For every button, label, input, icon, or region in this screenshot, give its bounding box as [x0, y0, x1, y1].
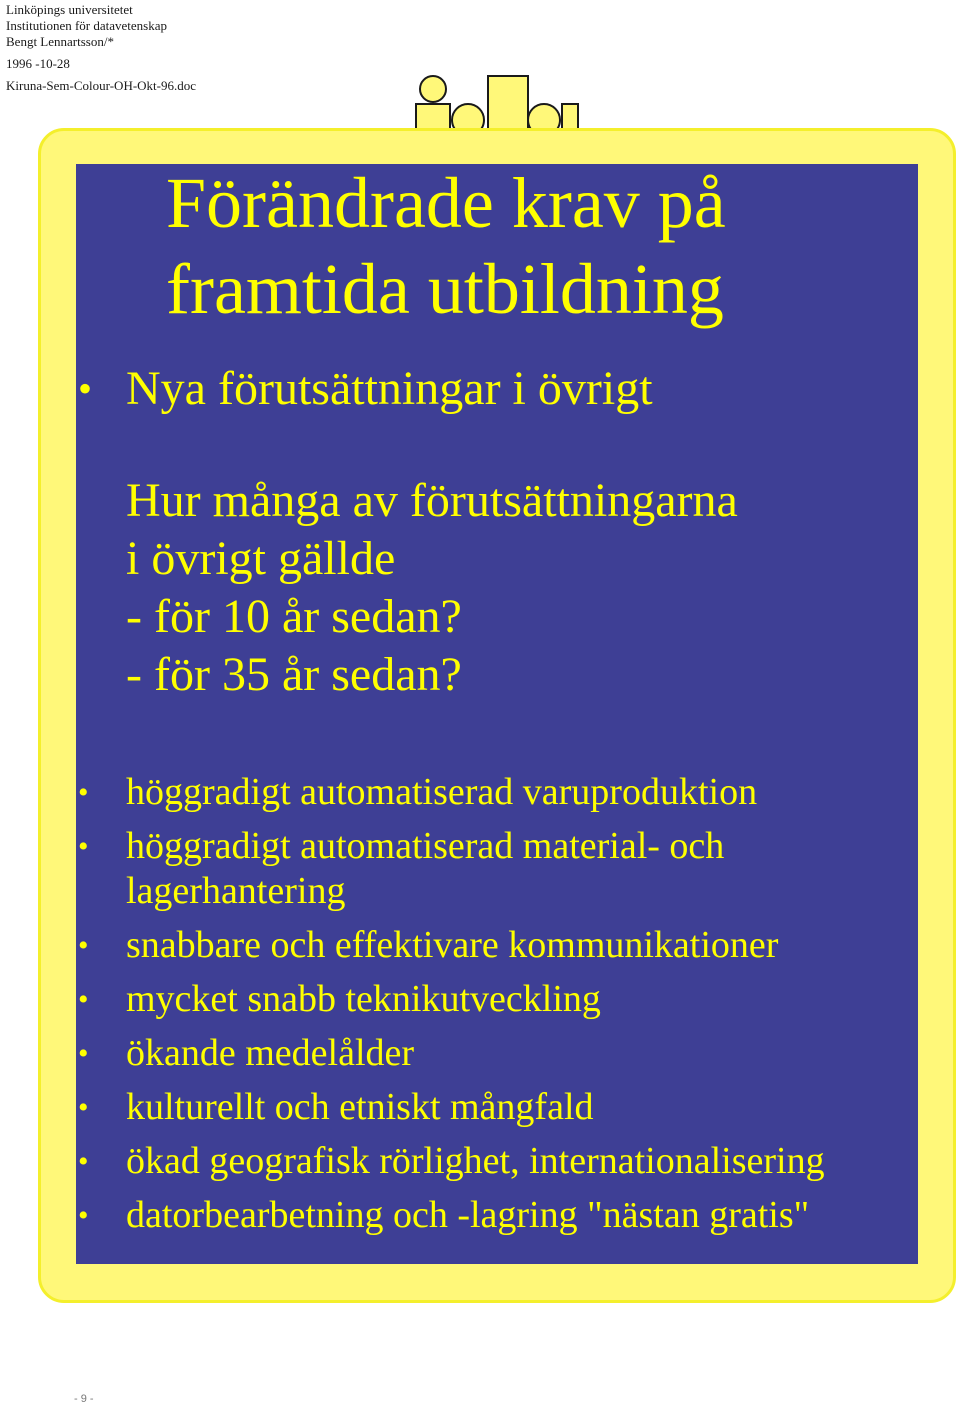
bullet-icon: •	[78, 1199, 89, 1232]
list-item	[78, 1139, 918, 1184]
bullet-icon: •	[78, 1091, 89, 1124]
slide-title-line-1: Förändrade krav på	[166, 163, 726, 243]
list-item-text: snabbare och effektivare kommunikationer	[126, 924, 779, 966]
list-item-text: lagerhantering	[126, 870, 346, 912]
question-line-2: i övrigt gällde	[126, 532, 396, 585]
list-item	[78, 1031, 918, 1076]
question-line-1: Hur många av förutsättningarna	[126, 474, 738, 527]
header-university: Linköpings universitetet	[6, 2, 133, 17]
bullet-icon: •	[78, 830, 89, 863]
header-date: 1996 -10-28	[6, 56, 70, 71]
list-item-text: datorbearbetning och -lagring "nästan gratis"	[126, 1194, 810, 1236]
list-item-text: höggradigt automatiserad varuproduktion	[126, 771, 758, 813]
logo-dot-shape	[420, 76, 446, 102]
list-item-text: kulturellt och etniskt mångfald	[126, 1086, 594, 1128]
list-item	[78, 977, 918, 1022]
page-number: - 9 -	[74, 1393, 94, 1405]
condition-list	[78, 770, 918, 1247]
list-item-text: höggradigt automatiserad material- och	[126, 825, 725, 867]
bullet-icon: •	[78, 1145, 89, 1178]
question-block	[126, 472, 916, 704]
list-item-text: ökande medelålder	[126, 1032, 415, 1074]
list-item	[78, 824, 918, 914]
bullet-icon: •	[78, 776, 89, 809]
header-filename: Kiruna-Sem-Colour-OH-Okt-96.doc	[6, 78, 197, 93]
list-item-text: ökad geografisk rörlighet, internationalisering	[126, 1140, 825, 1182]
header-author: Bengt Lennartsson/*	[6, 34, 114, 49]
slide-title-line-2: framtida utbildning	[166, 249, 724, 329]
bullet-icon: •	[78, 929, 89, 962]
list-item	[78, 923, 918, 968]
question-line-4: - för 35 år sedan?	[126, 648, 462, 701]
list-item	[78, 1085, 918, 1130]
main-bullet-text: Nya förutsättningar i övrigt	[126, 362, 653, 415]
list-item	[78, 1193, 918, 1238]
header-department: Institutionen för datavetenskap	[6, 18, 168, 33]
bullet-icon: •	[78, 1037, 89, 1070]
bullet-icon: •	[78, 366, 93, 411]
document-header	[6, 2, 196, 94]
list-item-text: mycket snabb teknikutveckling	[126, 978, 601, 1020]
bullet-icon: •	[78, 983, 89, 1016]
list-item	[78, 770, 918, 815]
logo-tall-block	[488, 76, 528, 136]
slide-title	[166, 160, 906, 332]
question-line-3: - för 10 år sedan?	[126, 590, 462, 643]
